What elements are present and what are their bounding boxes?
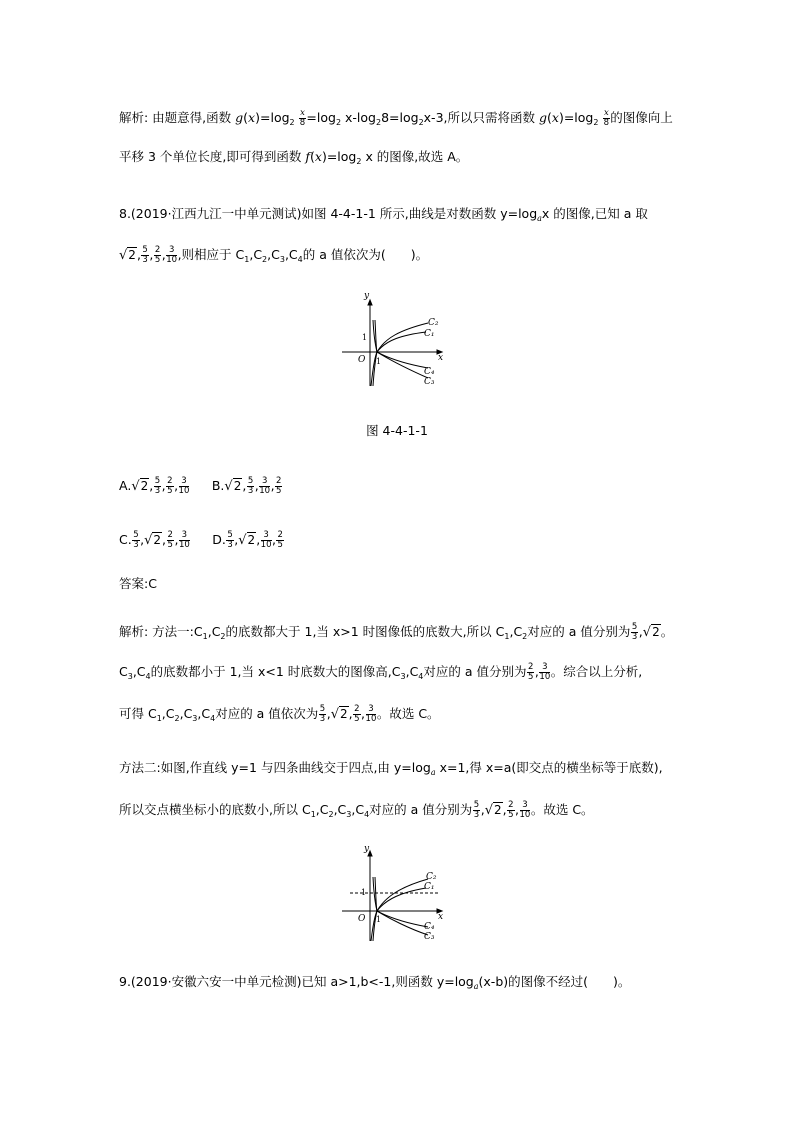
q9-stem: 9.(2019·安徽六安一中单元检测)已知 a>1,b<-1,则函数 $y=\log_a(x-b)$的图像不经过( )。 [119, 974, 631, 991]
c2-label: C₂ [426, 872, 437, 882]
solution-method1-line2: $C_3,C_4$的底数都小于 1,当 x<1 时底数大的图像高$,C_3,C_4$对应的 a 值分别为 $\frac{2}{5}$ , $\frac{3}{10}$ 。综合以上分析, [119, 662, 643, 682]
c4-label: C₄ [424, 367, 435, 377]
options-row-cd [119, 531, 284, 550]
log-curves-figure [340, 290, 450, 390]
log-curves-figure-with-line [340, 843, 450, 943]
curve-c3 [373, 320, 428, 378]
one-y-label: 1 [361, 888, 367, 897]
answer: 答案:C [119, 576, 157, 591]
c2-label: C₂ [428, 318, 439, 328]
x-label: x [438, 353, 444, 363]
q8-stem-line1: 8.(2019·江西九江一中单元测试)如图 4-4-1-1 所示,曲线是对数函数 $y=\log_ax$ 的图像,已知 a 取 [119, 206, 648, 223]
c3-label: C₃ [424, 377, 435, 387]
y-label: y [364, 291, 370, 301]
option-a[interactable]: A.√2, $\frac{5}{3}$ , $\frac{2}{5}$ , $\frac{3}{10}$ [119, 476, 190, 496]
c3-label: C₃ [424, 932, 435, 942]
q8-stem-line2: √2, $\frac{5}{3}$ , $\frac{2}{5}$ , $\frac{3}{10}$ ,则相应于 $C_1,C_2,C_3,C_4$的 a 值依次为( )。 [119, 245, 429, 265]
one-x-label: 1 [376, 915, 382, 924]
c1-label: C₁ [424, 882, 435, 892]
origin-label: O [358, 355, 366, 365]
one-x-label: 1 [376, 357, 382, 366]
solution-method2-line2: 所以交点横坐标小的底数小,所以 $C_1,C_2,C_3,C_4$对应的 a 值分别为 $\frac{5}{3}$ ,√2, $\frac{2}{5}$ , $\frac{3}{10}$ 。故选 C。 [119, 800, 594, 820]
y-label: y [364, 844, 370, 854]
x-label: x [438, 912, 444, 922]
curve-c4 [375, 877, 428, 927]
solution-method1-line1: 解析: 方法一$:C_1,C_2$的底数都大于 1,当 x>1 时图像低的底数大,所以 $C_1,C_2$对应的 a 值分别为 $\frac{5}{3}$ ,√2。 [119, 622, 674, 642]
options-row-ab [119, 477, 283, 496]
figure-caption: 图 4-4-1-1 [366, 423, 428, 438]
origin-label: O [358, 914, 366, 924]
q7-solution-line2: 平移 3 个单位长度,即可得到函数 $f(x)=\log_2$ x 的图像,故选 A。 [119, 149, 469, 166]
option-d[interactable]: D. $\frac{5}{3}$ ,√2, $\frac{3}{10}$ , $\frac{2}{5}$ [212, 530, 283, 550]
option-b[interactable]: B.√2, $\frac{5}{3}$ , $\frac{3}{10}$ , $\frac{2}{5}$ [211, 476, 282, 496]
option-c[interactable]: C. $\frac{5}{3}$ ,√2, $\frac{2}{5}$ , $\frac{3}{10}$ [119, 530, 190, 550]
c4-label: C₄ [424, 922, 435, 932]
solution-method2-line1: 方法二:如图,作直线 y=1 与四条曲线交于四点,由 $y=\log_a$ x=1,得 x=a(即交点的横坐标等于底数), [119, 760, 663, 777]
one-y-label: 1 [362, 333, 368, 342]
c1-label: C₁ [424, 329, 435, 339]
solution-method1-line3: 可得 $C_1,C_2,C_3,C_4$对应的 a 值依次为 $\frac{5}{3}$ ,√2, $\frac{2}{5}$ , $\frac{3}{10}$ 。故选 C。 [119, 704, 440, 724]
q7-solution-line1: 解析: 由题意得,函数 $g(x)=\log_2$ $\frac{x}{8}$ $=\log_2$ $x-\log_28=\log_2x-3$,所以只需将函数 $g(x)=\log_2$ $\frac{x}{8}$ 的图像向上 [119, 108, 673, 128]
